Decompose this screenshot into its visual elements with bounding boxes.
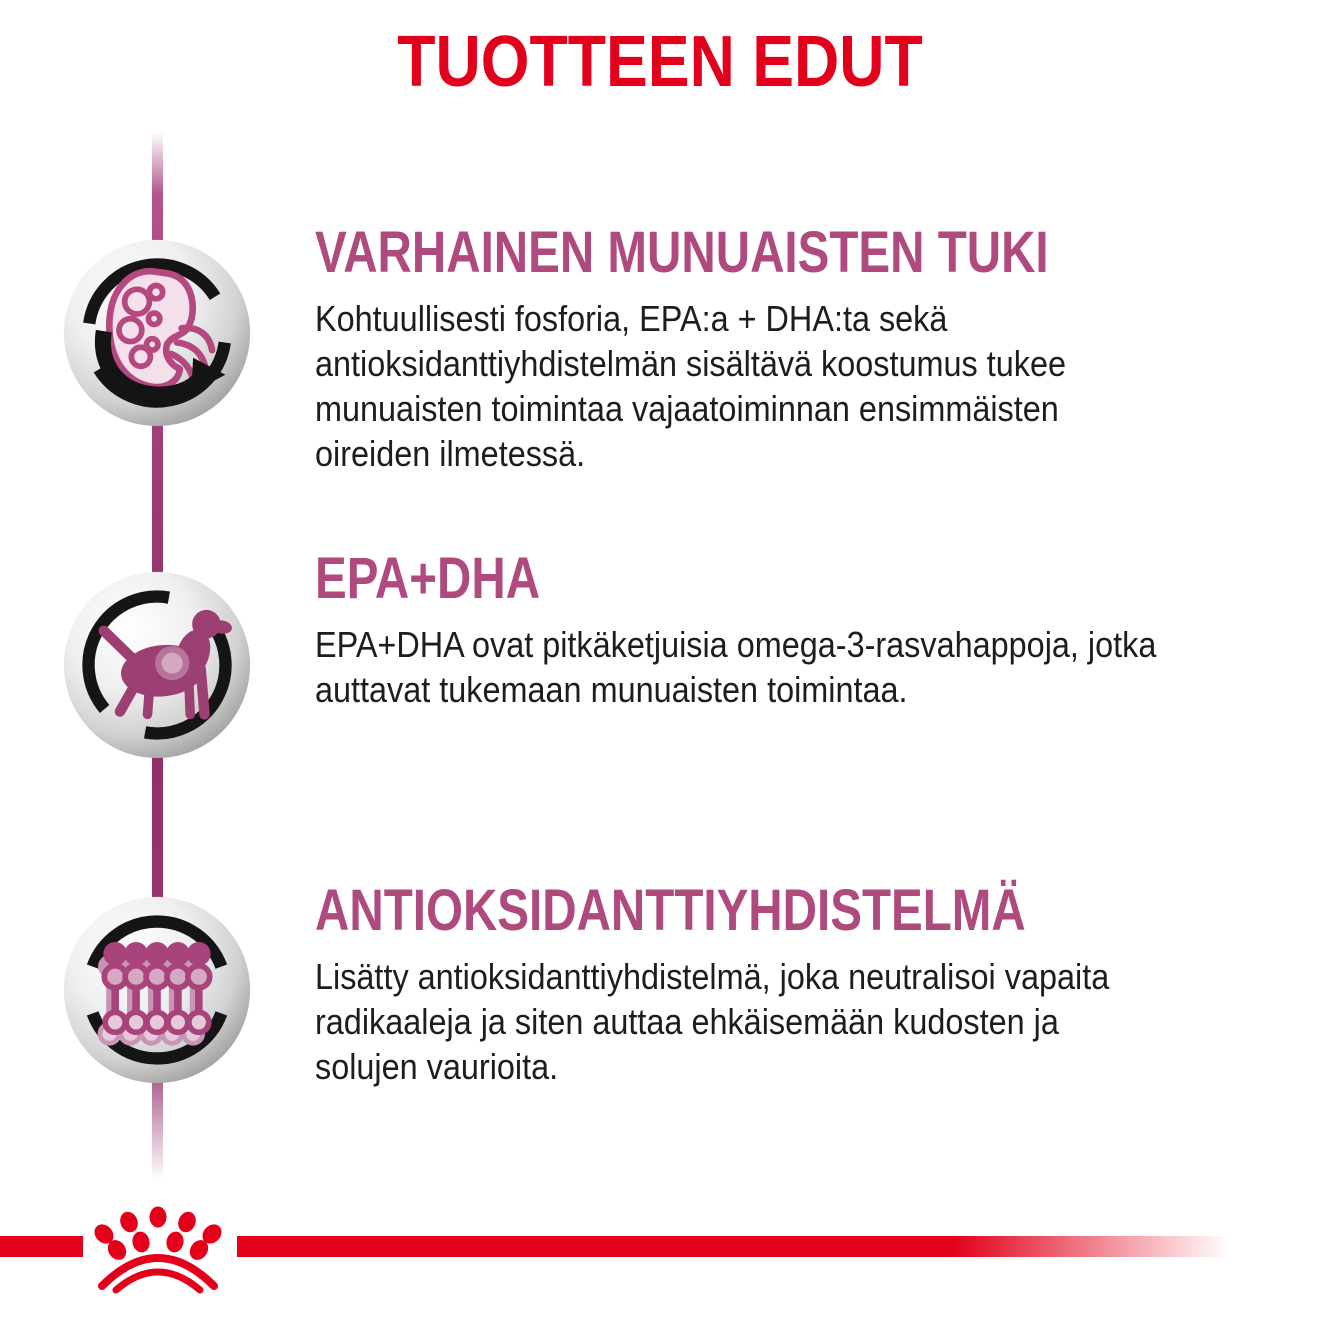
body-line: Lisätty antioksidanttiyhdistelmä, joka neutralisoi vapaita [315,956,1110,997]
dog-icon [62,570,252,760]
body-line: oireiden ilmetessä. [315,433,586,474]
body-line: solujen vaurioita. [315,1046,559,1087]
body-line: radikaaleja ja siten auttaa ehkäisemään kudosten ja [315,1001,1059,1042]
royal-canin-crown-logo [70,1198,250,1303]
body-line: EPA+DHA ovat pitkäketjuisia omega-3-rasvahappoja, jotka [315,624,1157,665]
section-early-renal-support [315,222,1210,476]
section-heading: VARHAINEN MUNUAISTEN TUKI [315,220,1049,285]
kidney-highlight [155,646,189,680]
section-epa-dha [315,548,1250,712]
section-body [315,296,1120,476]
body-line: Kohtuullisesti fosforia, EPA:a + DHA:ta sekä [315,298,948,339]
page-title: TUOTTEEN EDUT [397,22,923,102]
section-body [315,622,1156,712]
section-body [315,954,1109,1089]
kidney-support-icon [62,238,252,428]
section-heading: ANTIOKSIDANTTIYHDISTELMÄ [315,878,1026,943]
body-line: auttavat tukemaan munuaisten toimintaa. [315,669,908,710]
body-line: antioksidanttiyhdistelmän sisältävä koostumus tukee [315,343,1066,384]
section-antioxidant-complex [315,880,1197,1089]
section-heading: EPA+DHA [315,546,541,611]
antioxidant-molecules-icon [62,895,252,1085]
molecule-cluster [98,942,211,1043]
body-line: munuaisten toimintaa vajaatoiminnan ensimmäisten [315,388,1059,429]
footer-red-bar-right [237,1236,1230,1257]
